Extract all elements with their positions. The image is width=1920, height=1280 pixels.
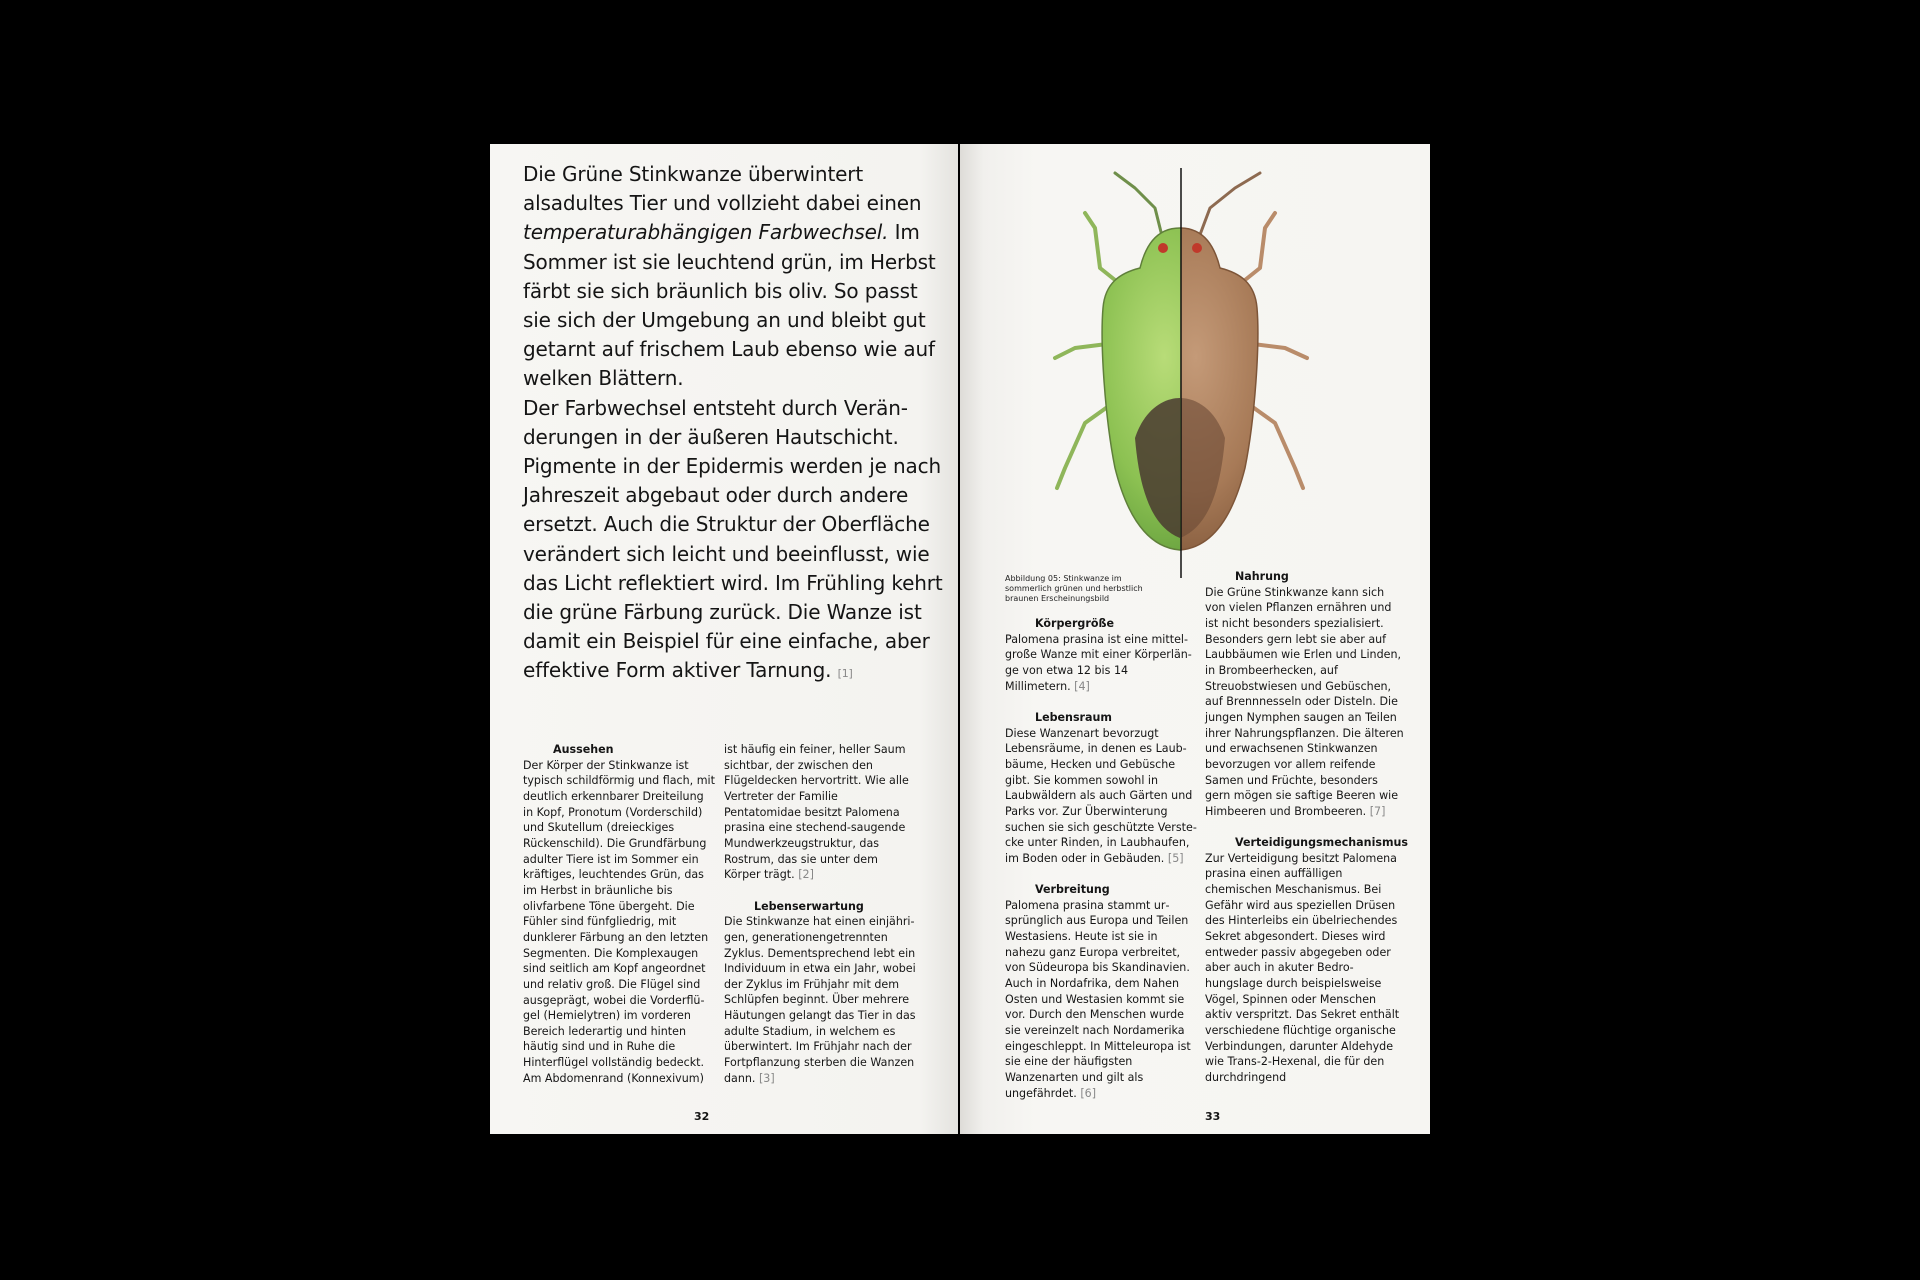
reference-marker: [6]: [1080, 1086, 1097, 1100]
text-aussehen-continued: ist häufig ein feiner, heller Saum sichtbar, der zwischen den Flügeldecken hervortritt. Wie alle Vertreter der Familie Pentatomidae besitzt Palomena prasina eine stechend-saugende Mundwerkzeugstruktur, das Rostrum, das sie unter dem Körper trägt. [2]: [724, 743, 909, 882]
right-page: [960, 144, 1430, 1134]
text-lebensraum: Diese Wanzenart bevorzugt Lebensräume, in denen es Laubbäume, Hecken und Gebüsche gibt. Sie kommen sowohl in Laubwäldern als auch Gärten und Parks vor. Zur Überwinterung suchen sie sich geschützte Verstecke unter Rinden, in Laubhaufen, im Boden oder in Gebäuden. [5]: [1005, 726, 1197, 865]
heading-nahrung: Nahrung: [1235, 570, 1289, 583]
heading-koerpergroesse: Körpergröße: [1035, 617, 1114, 630]
lead-paragraph: [523, 160, 943, 689]
text-lebenserwartung: Die Stinkwanze hat einen einjährigen, generationengetrennten Zyklus. Dementsprechend lebt ein Individuum in etwa ein Jahr, wobei der Zyklus im Frühjahr mit dem Schlüpfen beginnt. Über mehrere Häutungen gelangt das Tier in das adulte Stadium, in welchem es überwintert. Im Frühjahr nach der Fortpflanzung sterben die Wanzen dann. [3]: [724, 915, 916, 1085]
column-aussehen: [523, 742, 715, 1086]
page-number-right: 33: [1205, 1110, 1221, 1123]
text-nahrung: Die Grüne Stinkwanze kann sich von vielen Pflanzen ernähren und ist nicht besonders spezialisiert. Besonders gern lebt sie aber auf Laubbäumen wie Erlen und Linden, in Brombeerhecken, auf Streuobstwiesen und Gebüschen, auf Brennnesseln oder Disteln. Die jungen Nymphen saugen an Teilen ihrer Nahrungspflanzen. Die älteren und erwachsenen Stinkwanzen bevorzugen vor allem reifende Samen und Früchte, besonders gern mögen sie saftige Beeren wie Himbeeren und Brombeeren. [7]: [1205, 585, 1404, 818]
reference-marker: [7]: [1369, 804, 1386, 818]
reference-marker: [3]: [758, 1071, 775, 1085]
reference-marker: [2]: [798, 868, 814, 882]
column-nahrung: [1205, 569, 1409, 1086]
figure-caption: Abbildung 05: Stinkwanze im sommerlich grünen und herbstlich braunen Erscheinungsbild: [1005, 574, 1143, 603]
heading-lebenserwartung: Lebenserwartung: [754, 899, 864, 913]
text-aussehen: Der Körper der Stinkwanze ist typisch schildförmig und flach, mit deutlich erkennbarer Dreiteilung in Kopf, Pronotum (Vorderschild) und Skutellum (dreieckiges Rückenschild). Die Grundfärbung adulter Tiere ist im Sommer ein kräftiges, leuchtendes Grün, das im Herbst in bräunliche bis olivfarbene Töne übergeht. Die Fühler sind fünfgliedrig, mit dunklerer Färbung an den letzten Segmenten. Die Komplexaugen sind seitlich am Kopf angeordnet und relativ groß. Die Flügel sind ausgeprägt, wobei die Vorderflügel (Hemielytren) im vorderen Bereich lederartig und hinten häutig sind und in Ruhe die Hinterflügel vollständig bedeckt. Am Abdomenrand (Konnexivum): [523, 758, 715, 1085]
column-koerpergroesse: [1005, 616, 1197, 1101]
reference-marker: [5]: [1167, 851, 1184, 865]
page-number-left: 32: [694, 1110, 710, 1123]
text-koerpergroesse: Palomena prasina ist eine mittelgroße Wanze mit einer Körperlänge von etwa 12 bis 14 Millimetern. [4]: [1005, 632, 1192, 693]
lead-paragraph-2: Der Farbwechsel entsteht durch Veränderungen in der äußeren Hautschicht. Pigmente in der Epidermis werden je nach Jahreszeit abgebaut oder durch andere ersetzt. Auch die Struktur der Oberfläche verändert sich leicht und beeinflusst, wie das Licht reflektiert wird. Im Frühling kehrt die grüne Färbung zurück. Die Wanze ist damit ein Beispiel für eine einfache, aber effektive Form aktiver Tarnung. [1]: [523, 395, 943, 683]
heading-verteidigungsmechanismus: Verteidigungsmechanismus: [1235, 836, 1409, 850]
text-verbreitung: Palomena prasina stammt ursprünglich aus Europa und Teilen Westasiens. Heute ist sie in nahezu ganz Europa verbreitet, von Südeuropa bis Skandinavien. Auch in Nordafrika, dem Nahen Osten und Westasien kommt sie vor. Durch den Menschen wurde sie vereinzelt nach Nordamerika eingeschleppt. In Mitteleuropa ist sie eine der häufigsten Wanzenarten und gilt als ungefährdet. [6]: [1005, 898, 1191, 1100]
reference-marker: [4]: [1074, 679, 1090, 693]
left-page: [490, 144, 958, 1134]
lead-italic-term: temperaturabhängigen Farbwechsel.: [523, 220, 889, 245]
reference-marker: [1]: [837, 667, 853, 681]
lead-paragraph-1: Die Grüne Stinkwanze überwintert alsadultes Tier und vollzieht dabei einen temperaturabhängigen Farbwechsel. Im Sommer ist sie leuchtend grün, im Herbst färbt sie sich bräunlich bis oliv. So passt sie sich der Umgebung an und bleibt gut getarnt auf frischem Laub ebenso wie auf welken Blättern.: [523, 162, 936, 391]
text-verteidigungsmechanismus: Zur Verteidigung besitzt Palomena prasina einen auffälligen chemischen Meschanismus. Bei Gefähr wird aus speziellen Drüsen des Hinterleibs ein übelriechendes Sekret abgesondert. Dieses wird entweder passiv abgegeben oder aber auch in akuter Bedrohungslage durch beispielsweise Vögel, Spinnen oder Menschen aktiv verspritzt. Das Sekret enthält verschiedene flüchtige organische Verbindungen, darunter Aldehyde wie Trans-2-Hexenal, die für den durchdringend: [1205, 851, 1400, 1084]
heading-lebensraum: Lebensraum: [1035, 710, 1112, 724]
stink-bug-illustration: [1045, 168, 1315, 578]
heading-verbreitung: Verbreitung: [1035, 883, 1110, 897]
heading-aussehen: Aussehen: [553, 743, 614, 756]
column-lebenserwartung: [724, 742, 916, 1086]
